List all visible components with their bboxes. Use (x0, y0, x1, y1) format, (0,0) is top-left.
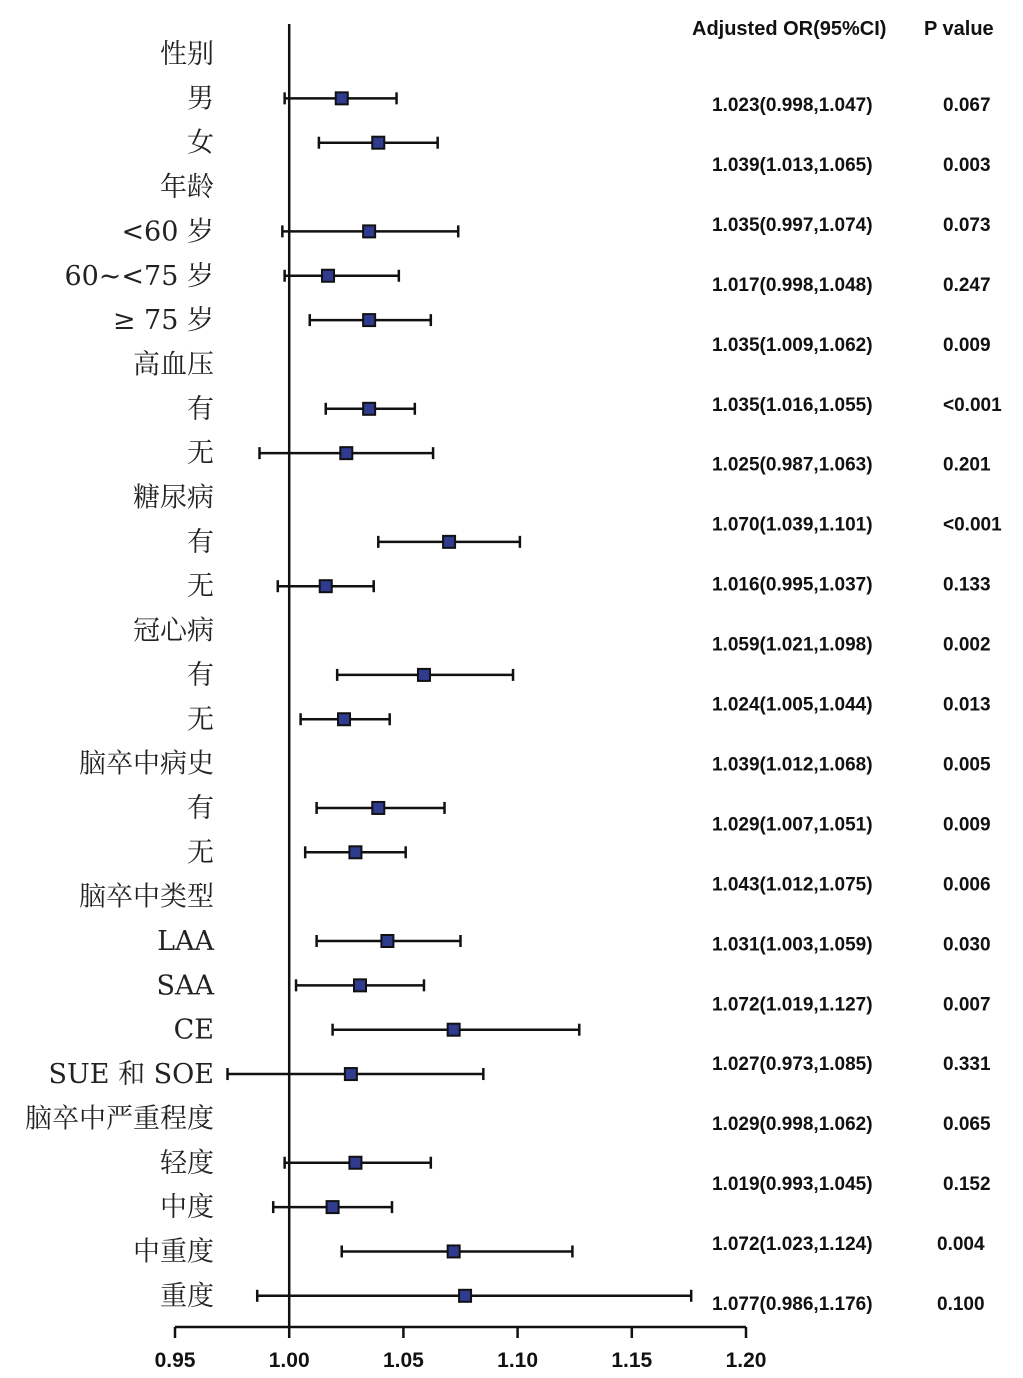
p-value: 0.133 (943, 574, 991, 596)
or-point (443, 536, 455, 548)
subgroup-label: 60~<75 岁 (64, 260, 214, 292)
or-ci-value: 1.043(1.012,1.075) (712, 874, 873, 896)
or-point (459, 1290, 471, 1302)
x-tick-label: 1.10 (497, 1349, 539, 1372)
subgroup-label: 中度 (160, 1192, 214, 1224)
subgroup-label: CE (173, 1014, 214, 1046)
p-value: 0.009 (943, 814, 991, 836)
or-point (354, 979, 366, 991)
or-ci-value: 1.019(0.993,1.045) (712, 1174, 873, 1196)
or-ci-value: 1.059(1.021,1.098) (712, 634, 873, 656)
subgroup-label: 有 (187, 659, 214, 691)
subgroup-label: 有 (187, 792, 214, 824)
or-ci-value: 1.029(1.007,1.051) (712, 814, 873, 836)
p-value: <0.001 (943, 514, 1002, 536)
or-ci-value: 1.077(0.986,1.176) (712, 1294, 873, 1315)
p-value: 0.005 (943, 754, 991, 776)
or-point (418, 669, 430, 681)
or-point (336, 92, 348, 104)
subgroup-label: LAA (157, 926, 214, 957)
group-label: 脑卒中类型 (79, 881, 214, 913)
p-value: 0.067 (943, 95, 991, 116)
x-tick-label: 1.00 (268, 1349, 310, 1372)
or-point (372, 137, 384, 149)
or-ci-value: 1.016(0.995,1.037) (712, 574, 873, 596)
or-point (363, 403, 375, 415)
subgroup-label: 无 (187, 571, 214, 603)
or-ci-value: 1.070(1.039,1.101) (712, 514, 873, 536)
or-ci-value: 1.031(1.003,1.059) (712, 934, 873, 956)
or-point (345, 1068, 357, 1080)
subgroup-label: 轻度 (160, 1147, 214, 1179)
p-value: 0.003 (943, 154, 991, 176)
subgroup-label: SAA (156, 970, 214, 1002)
p-value: 0.013 (943, 694, 991, 716)
header-or-label: Adjusted OR(95%CI) (692, 18, 887, 40)
subgroup-label: 重度 (160, 1280, 214, 1312)
group-label: 高血压 (133, 349, 214, 381)
or-ci-value: 1.017(0.998,1.048) (712, 274, 873, 296)
group-label: 脑卒中严重程度 (25, 1103, 214, 1135)
or-ci-value: 1.023(0.998,1.047) (712, 95, 873, 116)
or-ci-value: 1.029(0.998,1.062) (712, 1114, 873, 1136)
or-ci-value: 1.035(1.016,1.055) (712, 394, 873, 416)
subgroup-label: 中重度 (133, 1236, 214, 1268)
p-value: 0.201 (943, 454, 991, 476)
x-tick-label: 1.15 (611, 1349, 653, 1372)
subgroup-label: <60 岁 (121, 216, 214, 248)
p-value: 0.152 (943, 1174, 991, 1196)
p-value: 0.007 (943, 994, 991, 1016)
or-point (327, 1201, 339, 1213)
p-value: 0.004 (937, 1234, 985, 1256)
or-point (372, 802, 384, 814)
or-point (363, 225, 375, 237)
or-point (338, 713, 350, 725)
p-value: 0.073 (943, 214, 991, 236)
subgroup-label: 有 (187, 526, 214, 558)
or-ci-value: 1.039(1.013,1.065) (712, 154, 873, 176)
x-tick-label: 1.20 (725, 1349, 767, 1372)
or-point (349, 1157, 361, 1169)
subgroup-label: 女 (187, 127, 214, 159)
or-ci-value: 1.072(1.023,1.124) (712, 1234, 873, 1256)
p-value: 0.247 (943, 274, 991, 296)
subgroup-label: SUE 和 SOE (48, 1059, 214, 1091)
or-point (448, 1024, 460, 1036)
or-ci-value: 1.072(1.019,1.127) (712, 994, 873, 1016)
or-point (340, 447, 352, 459)
x-tick-label: 1.05 (382, 1349, 424, 1372)
plot-area (25, 24, 1002, 1372)
group-label: 糖尿病 (133, 482, 214, 514)
or-ci-value: 1.035(0.997,1.074) (712, 214, 873, 236)
subgroup-label: ≥ 75 岁 (112, 305, 214, 337)
x-tick-label: 0.95 (154, 1349, 196, 1372)
or-point (320, 580, 332, 592)
subgroup-label: 无 (187, 704, 214, 736)
p-value: 0.331 (943, 1054, 991, 1076)
or-ci-value: 1.027(0.973,1.085) (712, 1054, 873, 1076)
group-label: 冠心病 (133, 615, 214, 647)
p-value: 0.030 (943, 934, 991, 956)
p-value: <0.001 (943, 394, 1002, 416)
subgroup-label: 无 (187, 438, 214, 470)
group-label: 脑卒中病史 (79, 748, 214, 780)
subgroup-label: 有 (187, 393, 214, 425)
or-ci-value: 1.039(1.012,1.068) (712, 754, 873, 776)
or-point (349, 846, 361, 858)
p-value: 0.065 (943, 1114, 991, 1136)
p-value: 0.006 (943, 874, 991, 896)
header-p-label: P value (924, 18, 994, 40)
subgroup-label: 男 (187, 83, 214, 115)
or-ci-value: 1.025(0.987,1.063) (712, 454, 873, 476)
p-value: 0.009 (943, 334, 991, 356)
or-point (381, 935, 393, 947)
p-value: 0.100 (937, 1294, 985, 1315)
or-ci-value: 1.024(1.005,1.044) (712, 694, 873, 716)
p-value: 0.002 (943, 634, 991, 656)
or-ci-value: 1.035(1.009,1.062) (712, 334, 873, 356)
group-label: 性别 (160, 39, 214, 70)
or-point (363, 314, 375, 326)
group-label: 年龄 (160, 172, 214, 204)
subgroup-label: 无 (187, 837, 214, 869)
or-point (322, 270, 334, 282)
or-point (448, 1245, 460, 1257)
